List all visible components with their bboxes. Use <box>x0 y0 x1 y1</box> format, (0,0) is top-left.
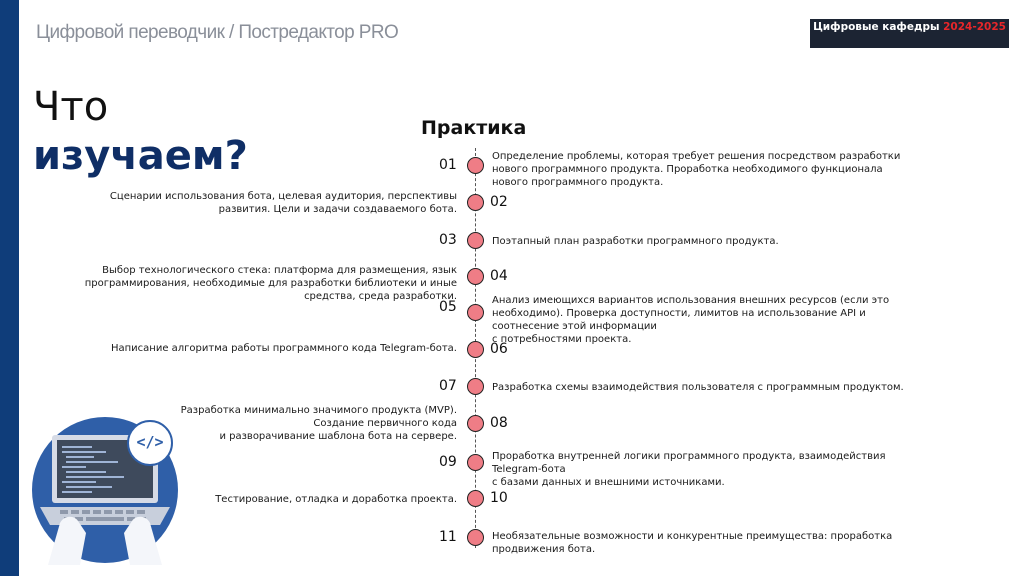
section-title: Практика <box>421 117 527 139</box>
step-text-03: Поэтапный план разработки программного продукта. <box>492 236 779 247</box>
program-badge <box>810 19 1009 48</box>
step-number-11: 11 <box>439 529 457 545</box>
timeline-dot-11 <box>467 529 484 546</box>
step-text-09: Проработка внутренней логики программного продукта, взаимодействия Telegram-бота с базами данных и внешними источниками. <box>492 451 886 488</box>
step-number-02: 02 <box>490 194 508 210</box>
timeline-dot-07 <box>467 378 484 395</box>
heading-line-1: Что <box>33 84 109 130</box>
step-number-04: 04 <box>490 268 508 284</box>
timeline-dot-06 <box>467 341 484 358</box>
step-number-10: 10 <box>490 490 508 506</box>
timeline-dot-10 <box>467 490 484 507</box>
timeline-dot-08 <box>467 415 484 432</box>
step-text-10: Тестирование, отладка и доработка проекта. <box>215 494 457 505</box>
step-text-07: Разработка схемы взаимодействия пользователя с программным продуктом. <box>492 382 904 393</box>
timeline-dot-02 <box>467 194 484 211</box>
step-number-06: 06 <box>490 341 508 357</box>
step-number-03: 03 <box>439 232 457 248</box>
step-number-08: 08 <box>490 415 508 431</box>
step-number-05: 05 <box>439 299 457 315</box>
timeline-dot-09 <box>467 454 484 471</box>
timeline-dot-03 <box>467 232 484 249</box>
side-accent-bar <box>0 0 19 576</box>
step-text-04: Выбор технологического стека: платформа для размещения, язык программирования, необходимые для разработки библиотеки и иные средства, среда разработки. <box>84 265 457 302</box>
step-text-11: Необязательные возможности и конкурентные преимущества: проработка продвижения бота. <box>492 531 893 555</box>
step-text-05: Анализ имеющихся вариантов использования внешних ресурсов (если это необходимо). Проверка доступности, лимитов на использование API и соотнесение этой информации с потребностями проекта. <box>492 295 890 345</box>
timeline-dot-01 <box>467 157 484 174</box>
badge-years: 2024-2025 <box>943 21 1006 33</box>
laptop-code-icon <box>30 415 180 565</box>
step-number-01: 01 <box>439 157 457 173</box>
step-number-09: 09 <box>439 454 457 470</box>
badge-text: Цифровые кафедры <box>813 21 944 33</box>
step-text-06: Написание алгоритма работы программного кода Telegram-бота. <box>110 343 457 354</box>
step-text-01: Определение проблемы, которая требует решения посредством разработки нового программного продукта. Проработка необходимого функционала нового программного продукта. <box>492 151 901 188</box>
page-header-title: Цифровой переводчик / Постредактор PRO <box>36 22 399 43</box>
step-text-02: Сценарии использования бота, целевая аудитория, перспективы развития. Цели и задачи создаваемого бота. <box>109 191 457 215</box>
step-text-08: Разработка минимально значимого продукта (MVP). Создание первичного кода и разворачивание шаблона бота на сервере. <box>180 405 457 442</box>
code-symbol: </> <box>136 433 164 451</box>
heading-line-2: изучаем? <box>33 133 248 179</box>
step-number-07: 07 <box>439 378 457 394</box>
timeline-dot-04 <box>467 268 484 285</box>
timeline-dot-05 <box>467 304 484 321</box>
